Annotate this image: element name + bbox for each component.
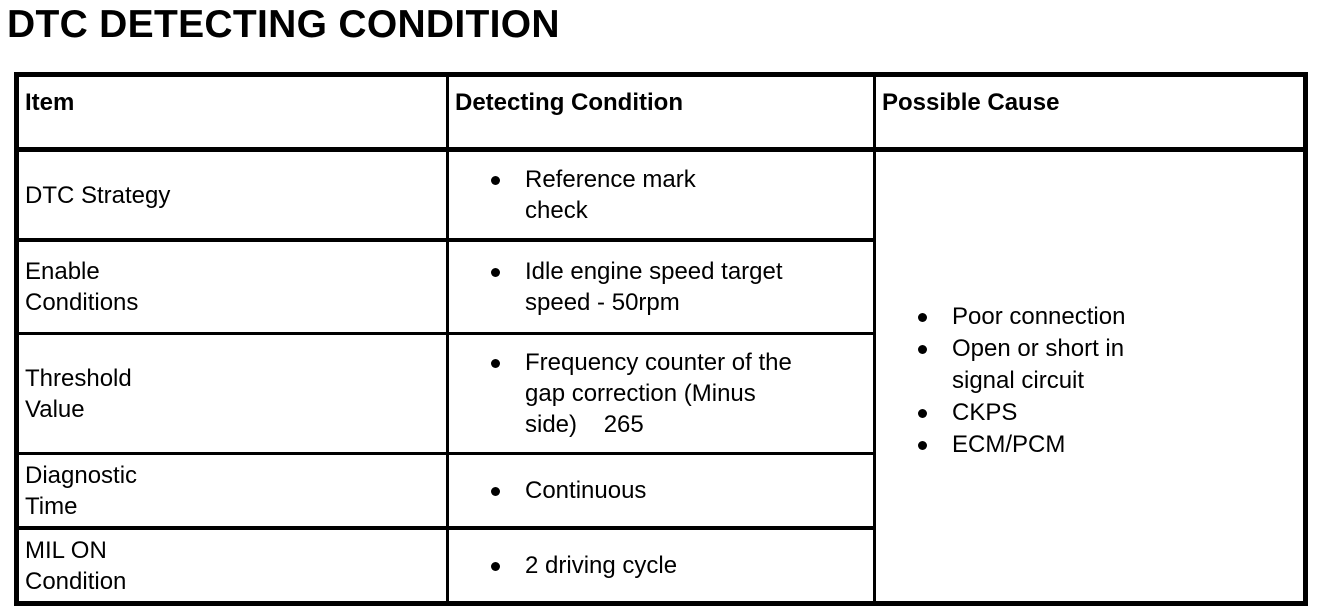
row-enable-conditions-item: [19, 242, 446, 332]
row-threshold-value-condition: [449, 335, 873, 452]
header-item-label: Item: [25, 89, 75, 116]
header-possible-cause: [876, 77, 1303, 147]
condition-bullet: 2 driving cycle: [487, 550, 677, 581]
condition-bullet: Continuous: [487, 475, 646, 506]
condition-bullet: Reference mark check: [487, 164, 755, 226]
row-dtc-strategy-condition: [449, 152, 873, 238]
item-label: DTC Strategy: [25, 181, 171, 209]
cause-item: CKPS: [914, 397, 1303, 429]
possible-cause-list: [914, 301, 1303, 461]
cause-item: Open or short in signal circuit: [914, 333, 1303, 397]
dtc-condition-table: [14, 72, 1308, 606]
item-label: MIL ON Condition: [25, 536, 127, 595]
row-enable-conditions-condition: [449, 242, 873, 332]
condition-bullet: Idle engine speed target speed - 50rpm: [487, 256, 800, 318]
cause-item: ECM/PCM: [914, 429, 1303, 461]
item-label: Enable Conditions: [25, 258, 139, 316]
page-title: DTC DETECTING CONDITION: [7, 3, 560, 46]
condition-bullet: Frequency counter of the gap correction (Minus side) 265: [487, 347, 800, 440]
item-label: Threshold Value: [25, 364, 132, 423]
row-diagnostic-time-condition: [449, 455, 873, 526]
header-detecting-condition-label: Detecting Condition: [455, 89, 683, 116]
row-threshold-value-item: [19, 335, 446, 452]
item-label: Diagnostic Time: [25, 461, 138, 520]
header-detecting-condition: [449, 77, 873, 147]
row-diagnostic-time-item: [19, 455, 446, 526]
header-item: [19, 77, 446, 147]
possible-cause-cell: [876, 152, 1303, 601]
row-dtc-strategy-item: [19, 152, 446, 238]
row-mil-on-condition-item: [19, 530, 446, 601]
row-mil-on-condition-condition: [449, 530, 873, 601]
header-possible-cause-label: Possible Cause: [882, 89, 1060, 116]
cause-item: Poor connection: [914, 301, 1303, 333]
